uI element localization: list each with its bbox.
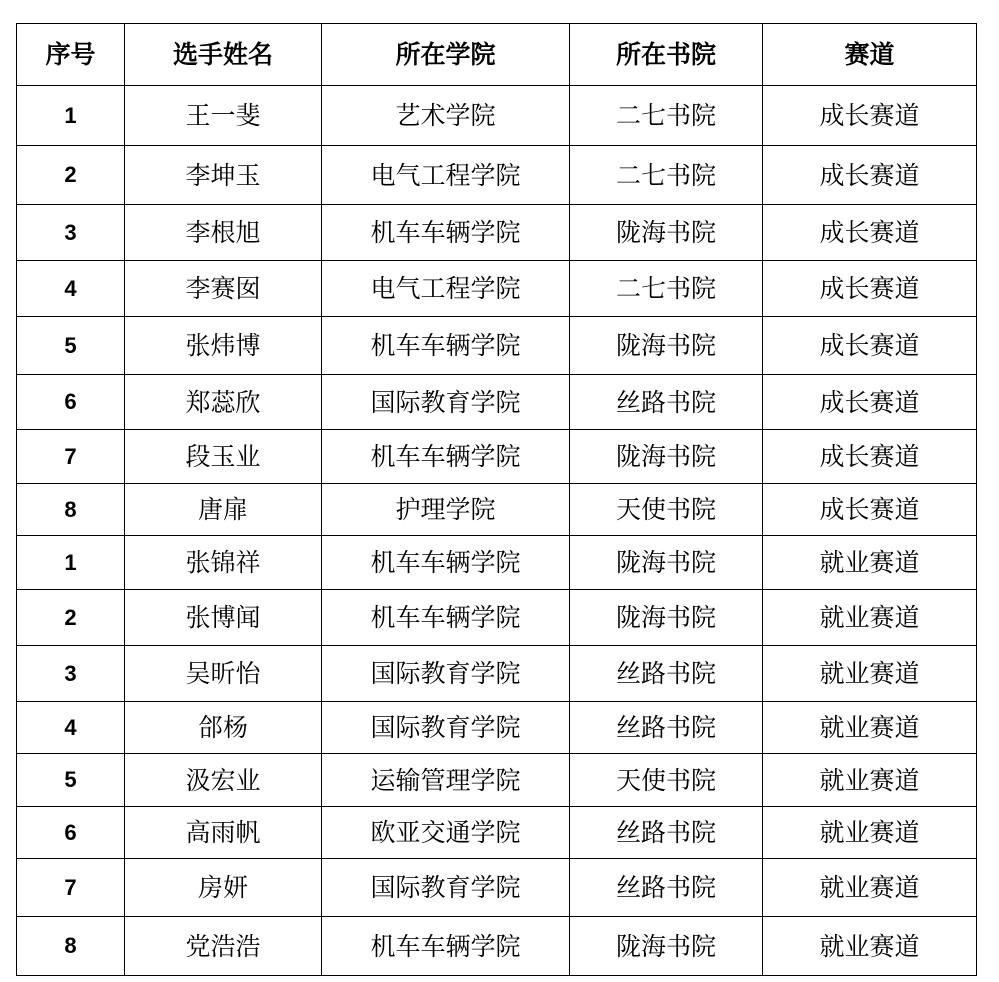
row-academy: 二七书院 — [570, 86, 763, 146]
row-name: 李根旭 — [125, 205, 322, 261]
row-academy: 陇海书院 — [570, 205, 763, 261]
table-row — [17, 702, 977, 754]
row-name: 吴昕怡 — [125, 646, 322, 702]
row-track: 就业赛道 — [763, 590, 977, 646]
row-track: 就业赛道 — [763, 702, 977, 754]
table-row — [17, 917, 977, 976]
table-body — [17, 86, 977, 976]
row-academy: 天使书院 — [570, 754, 763, 807]
row-college: 国际教育学院 — [322, 375, 570, 430]
row-name: 王一斐 — [125, 86, 322, 146]
row-academy: 陇海书院 — [570, 430, 763, 484]
row-number: 7 — [17, 430, 125, 484]
row-name: 段玉业 — [125, 430, 322, 484]
row-track: 成长赛道 — [763, 146, 977, 205]
row-number: 6 — [17, 807, 125, 859]
row-number: 4 — [17, 261, 125, 317]
contestant-table — [16, 23, 977, 976]
header-row — [17, 24, 977, 86]
row-college: 国际教育学院 — [322, 646, 570, 702]
row-academy: 丝路书院 — [570, 702, 763, 754]
row-name: 郃杨 — [125, 702, 322, 754]
table-row — [17, 146, 977, 205]
table-row — [17, 317, 977, 375]
row-college: 电气工程学院 — [322, 261, 570, 317]
row-number: 2 — [17, 590, 125, 646]
row-college: 机车车辆学院 — [322, 205, 570, 261]
row-college: 护理学院 — [322, 484, 570, 536]
row-academy: 二七书院 — [570, 146, 763, 205]
table-row — [17, 86, 977, 146]
row-number: 4 — [17, 702, 125, 754]
table-row — [17, 375, 977, 430]
row-name: 高雨帆 — [125, 807, 322, 859]
row-college: 艺术学院 — [322, 86, 570, 146]
row-academy: 陇海书院 — [570, 317, 763, 375]
row-number: 8 — [17, 917, 125, 976]
row-college: 欧亚交通学院 — [322, 807, 570, 859]
header-track: 赛道 — [763, 24, 977, 86]
row-academy: 陇海书院 — [570, 917, 763, 976]
row-track: 就业赛道 — [763, 536, 977, 590]
row-track: 成长赛道 — [763, 205, 977, 261]
table-row — [17, 807, 977, 859]
row-college: 机车车辆学院 — [322, 590, 570, 646]
row-number: 5 — [17, 317, 125, 375]
row-number: 1 — [17, 86, 125, 146]
header-name: 选手姓名 — [125, 24, 322, 86]
row-track: 就业赛道 — [763, 859, 977, 917]
row-track: 成长赛道 — [763, 375, 977, 430]
row-number: 2 — [17, 146, 125, 205]
row-number: 3 — [17, 205, 125, 261]
row-college: 机车车辆学院 — [322, 917, 570, 976]
row-name: 张炜博 — [125, 317, 322, 375]
table-row — [17, 590, 977, 646]
row-track: 成长赛道 — [763, 317, 977, 375]
row-track: 成长赛道 — [763, 86, 977, 146]
table-row — [17, 430, 977, 484]
row-number: 1 — [17, 536, 125, 590]
row-track: 就业赛道 — [763, 646, 977, 702]
row-name: 房妍 — [125, 859, 322, 917]
table-row — [17, 646, 977, 702]
row-college: 电气工程学院 — [322, 146, 570, 205]
row-number: 8 — [17, 484, 125, 536]
table-row — [17, 484, 977, 536]
row-track: 成长赛道 — [763, 430, 977, 484]
row-name: 李坤玉 — [125, 146, 322, 205]
row-number: 5 — [17, 754, 125, 807]
table-row — [17, 261, 977, 317]
row-academy: 天使书院 — [570, 484, 763, 536]
row-academy: 陇海书院 — [570, 590, 763, 646]
header-college: 所在学院 — [322, 24, 570, 86]
row-college: 国际教育学院 — [322, 859, 570, 917]
header-no: 序号 — [17, 24, 125, 86]
row-academy: 丝路书院 — [570, 375, 763, 430]
row-number: 3 — [17, 646, 125, 702]
row-academy: 丝路书院 — [570, 807, 763, 859]
row-name: 唐扉 — [125, 484, 322, 536]
row-number: 6 — [17, 375, 125, 430]
table-row — [17, 754, 977, 807]
row-college: 机车车辆学院 — [322, 430, 570, 484]
table-row — [17, 536, 977, 590]
row-academy: 陇海书院 — [570, 536, 763, 590]
table-row — [17, 859, 977, 917]
row-track: 成长赛道 — [763, 261, 977, 317]
row-track: 成长赛道 — [763, 484, 977, 536]
row-name: 李赛囡 — [125, 261, 322, 317]
row-name: 汲宏业 — [125, 754, 322, 807]
row-academy: 二七书院 — [570, 261, 763, 317]
row-name: 张博闻 — [125, 590, 322, 646]
header-academy: 所在书院 — [570, 24, 763, 86]
row-college: 运输管理学院 — [322, 754, 570, 807]
row-college: 国际教育学院 — [322, 702, 570, 754]
row-name: 郑蕊欣 — [125, 375, 322, 430]
row-name: 张锦祥 — [125, 536, 322, 590]
row-academy: 丝路书院 — [570, 859, 763, 917]
row-track: 就业赛道 — [763, 807, 977, 859]
row-academy: 丝路书院 — [570, 646, 763, 702]
row-name: 党浩浩 — [125, 917, 322, 976]
row-number: 7 — [17, 859, 125, 917]
row-college: 机车车辆学院 — [322, 317, 570, 375]
row-track: 就业赛道 — [763, 754, 977, 807]
table-row — [17, 205, 977, 261]
row-track: 就业赛道 — [763, 917, 977, 976]
row-college: 机车车辆学院 — [322, 536, 570, 590]
